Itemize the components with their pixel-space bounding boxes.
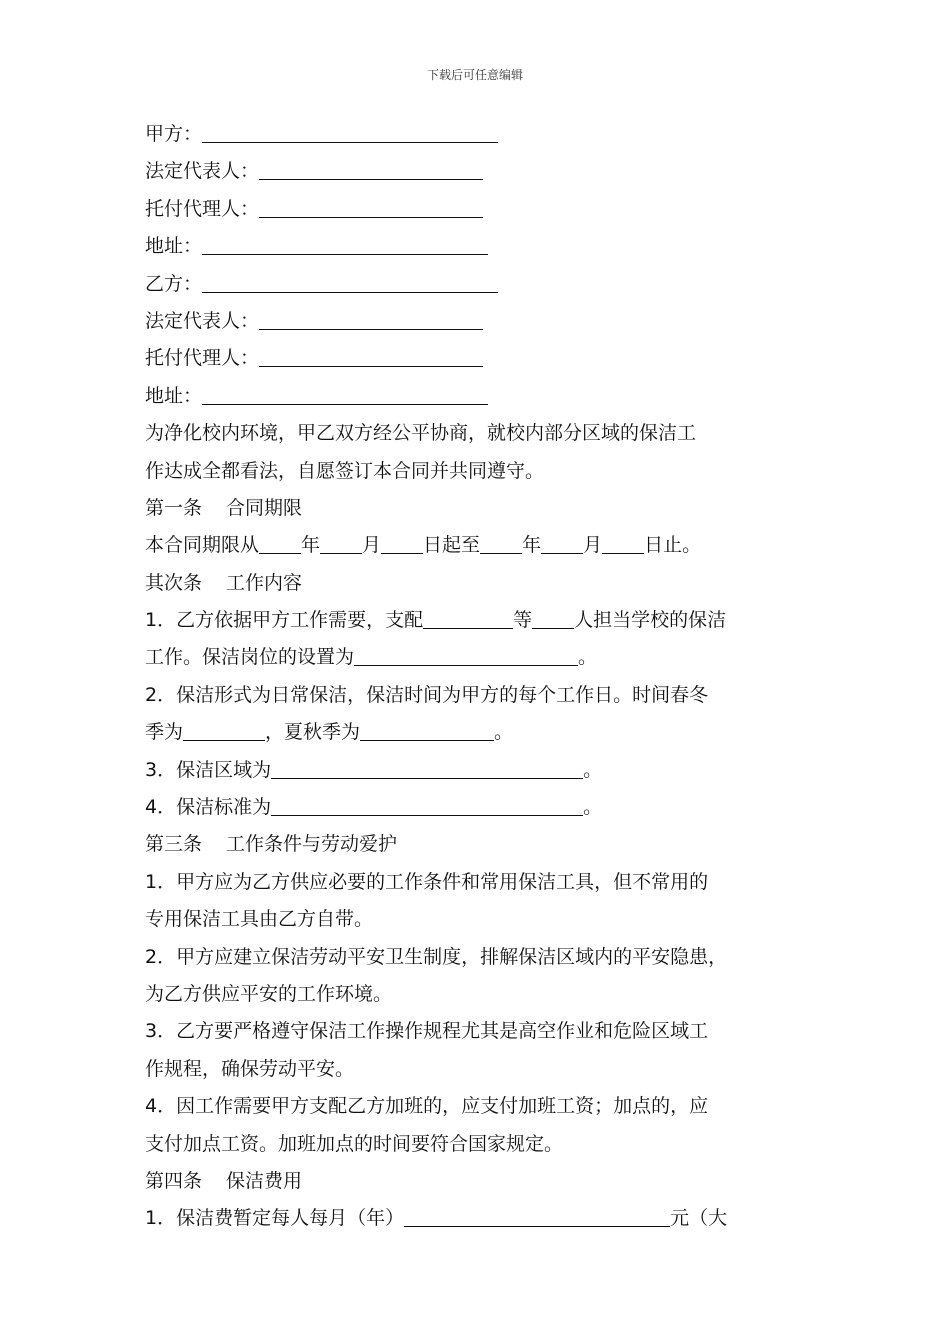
- winter-hours-blank[interactable]: [183, 720, 265, 741]
- cleaning-area-blank[interactable]: [271, 758, 583, 779]
- article-3-clause-3-line-2: 作规程，确保劳动平安。: [145, 1057, 355, 1080]
- contract-body: [145, 116, 825, 1238]
- clause-text: 等: [513, 609, 533, 632]
- party-b-rep-blank[interactable]: [259, 309, 483, 330]
- article-2-number: 其次条: [145, 571, 203, 594]
- article-1-heading: [145, 490, 825, 527]
- party-a-name-line: [145, 116, 825, 153]
- party-b-address-label: 地址：: [145, 384, 203, 407]
- article-2-heading: [145, 565, 825, 602]
- party-b-name-line: [145, 266, 825, 303]
- article-1-number: 第一条: [145, 496, 203, 519]
- term-text-from: 本合同期限从: [145, 534, 260, 557]
- article-3-heading: [145, 826, 825, 863]
- article-3-number: 第三条: [145, 833, 203, 856]
- term-text-month-2: 月: [583, 534, 603, 557]
- article-3-clause-4-line-2: 支付加点工资。加班加点的时间要符合国家规定。: [145, 1132, 564, 1155]
- party-a-rep-label: 法定代表人：: [145, 160, 260, 183]
- end-month-blank[interactable]: [541, 533, 583, 554]
- party-a-agent-label: 托付代理人：: [145, 197, 260, 220]
- article-2-title: 工作内容: [226, 571, 303, 594]
- clause-text: ，夏秋季为: [265, 721, 361, 744]
- article-4-heading: [145, 1163, 825, 1200]
- page-header: 下载后可任意编辑: [426, 68, 523, 82]
- term-text-year: 年: [301, 534, 321, 557]
- party-b-agent-label: 托付代理人：: [145, 347, 260, 370]
- party-b-rep-label: 法定代表人：: [145, 309, 260, 332]
- article-4-title: 保洁费用: [226, 1169, 303, 1192]
- clause-text: 元（大: [670, 1207, 728, 1230]
- party-a-address-label: 地址：: [145, 235, 203, 258]
- end-day-blank[interactable]: [602, 533, 644, 554]
- clause-text: 季为: [145, 721, 184, 744]
- clause-text: 。: [583, 758, 603, 781]
- party-b-rep-line: [145, 303, 825, 340]
- article-3-clause-2-line-2: 为乙方供应平安的工作环境。: [145, 982, 393, 1005]
- article-3-title: 工作条件与劳动爱护: [226, 833, 398, 856]
- term-text-until: 日起至: [423, 534, 481, 557]
- article-4-clause-1: [145, 1200, 825, 1237]
- clause-text: 人担当学校的保洁: [574, 609, 727, 632]
- party-a-address-blank[interactable]: [202, 234, 488, 255]
- preamble-line-1: 为净化校内环境，甲乙双方经公平协商，就校内部分区域的保洁工: [145, 422, 697, 445]
- clause-text: 1．保洁费暂定每人每月（年）: [145, 1207, 405, 1230]
- party-b-agent-line: [145, 340, 825, 377]
- party-b-agent-blank[interactable]: [259, 346, 483, 367]
- cleaning-standard-blank[interactable]: [271, 795, 583, 816]
- party-a-rep-line: [145, 153, 825, 190]
- article-1-term-line: [145, 527, 825, 564]
- clause-text: 。: [578, 646, 598, 669]
- clause-text: 工作。保洁岗位的设置为: [145, 646, 355, 669]
- article-3-clause-1-line-2: 专用保洁工具由乙方自带。: [145, 908, 374, 931]
- article-2-clause-2-line-1: 2．保洁形式为日常保洁，保洁时间为甲方的每个工作日。时间春冬: [145, 683, 709, 706]
- party-b-address-blank[interactable]: [202, 384, 488, 405]
- cleaning-fee-blank[interactable]: [404, 1206, 670, 1227]
- end-year-blank[interactable]: [480, 533, 522, 554]
- article-1-title: 合同期限: [226, 496, 303, 519]
- preamble-line-2: 作达成全都看法，自愿签订本合同并共同遵守。: [145, 459, 545, 482]
- article-2-clause-4: [145, 789, 825, 826]
- start-year-blank[interactable]: [259, 533, 301, 554]
- staff-count-blank[interactable]: [532, 608, 574, 629]
- summer-hours-blank[interactable]: [360, 720, 494, 741]
- party-a-rep-blank[interactable]: [259, 159, 483, 180]
- start-day-blank[interactable]: [381, 533, 423, 554]
- article-3-clause-1-line-1: 1．甲方应为乙方供应必要的工作条件和常用保洁工具，但不常用的: [145, 870, 709, 893]
- article-3-clause-2-line-1: 2．甲方应建立保洁劳动平安卫生制度，排解保洁区域内的平安隐患，: [145, 945, 728, 968]
- clause-text: 1．乙方依据甲方工作需要，支配: [145, 609, 424, 632]
- party-a-name-label: 甲方：: [145, 123, 203, 145]
- staff-arrangement-blank[interactable]: [423, 608, 513, 629]
- article-2-clause-1-line-2: [145, 639, 825, 676]
- party-a-address-line: [145, 228, 825, 265]
- article-4-number: 第四条: [145, 1169, 203, 1192]
- article-3-clause-3-line-1: 3．乙方要严格遵守保洁工作操作规程尤其是高空作业和危险区域工: [145, 1020, 709, 1043]
- article-2-clause-1-line-1: [145, 602, 825, 639]
- party-a-name-blank[interactable]: [202, 122, 498, 143]
- term-text-month: 月: [362, 534, 382, 557]
- party-a-agent-line: [145, 191, 825, 228]
- start-month-blank[interactable]: [320, 533, 362, 554]
- article-2-clause-2-line-2: [145, 714, 825, 751]
- clause-text: 。: [583, 796, 603, 819]
- party-a-agent-blank[interactable]: [259, 197, 483, 218]
- term-text-end: 日止。: [644, 534, 702, 557]
- party-b-address-line: [145, 378, 825, 415]
- clause-text: 。: [494, 721, 514, 744]
- clause-text: 3．保洁区域为: [145, 758, 272, 781]
- party-b-name-blank[interactable]: [202, 272, 498, 293]
- article-2-clause-3: [145, 752, 825, 789]
- party-b-name-label: 乙方：: [145, 272, 203, 295]
- post-setting-blank[interactable]: [354, 645, 578, 666]
- term-text-year-2: 年: [522, 534, 542, 557]
- article-3-clause-4-line-1: 4．因工作需要甲方支配乙方加班的，应支付加班工资；加点的，应: [145, 1095, 709, 1118]
- clause-text: 4．保洁标准为: [145, 796, 272, 819]
